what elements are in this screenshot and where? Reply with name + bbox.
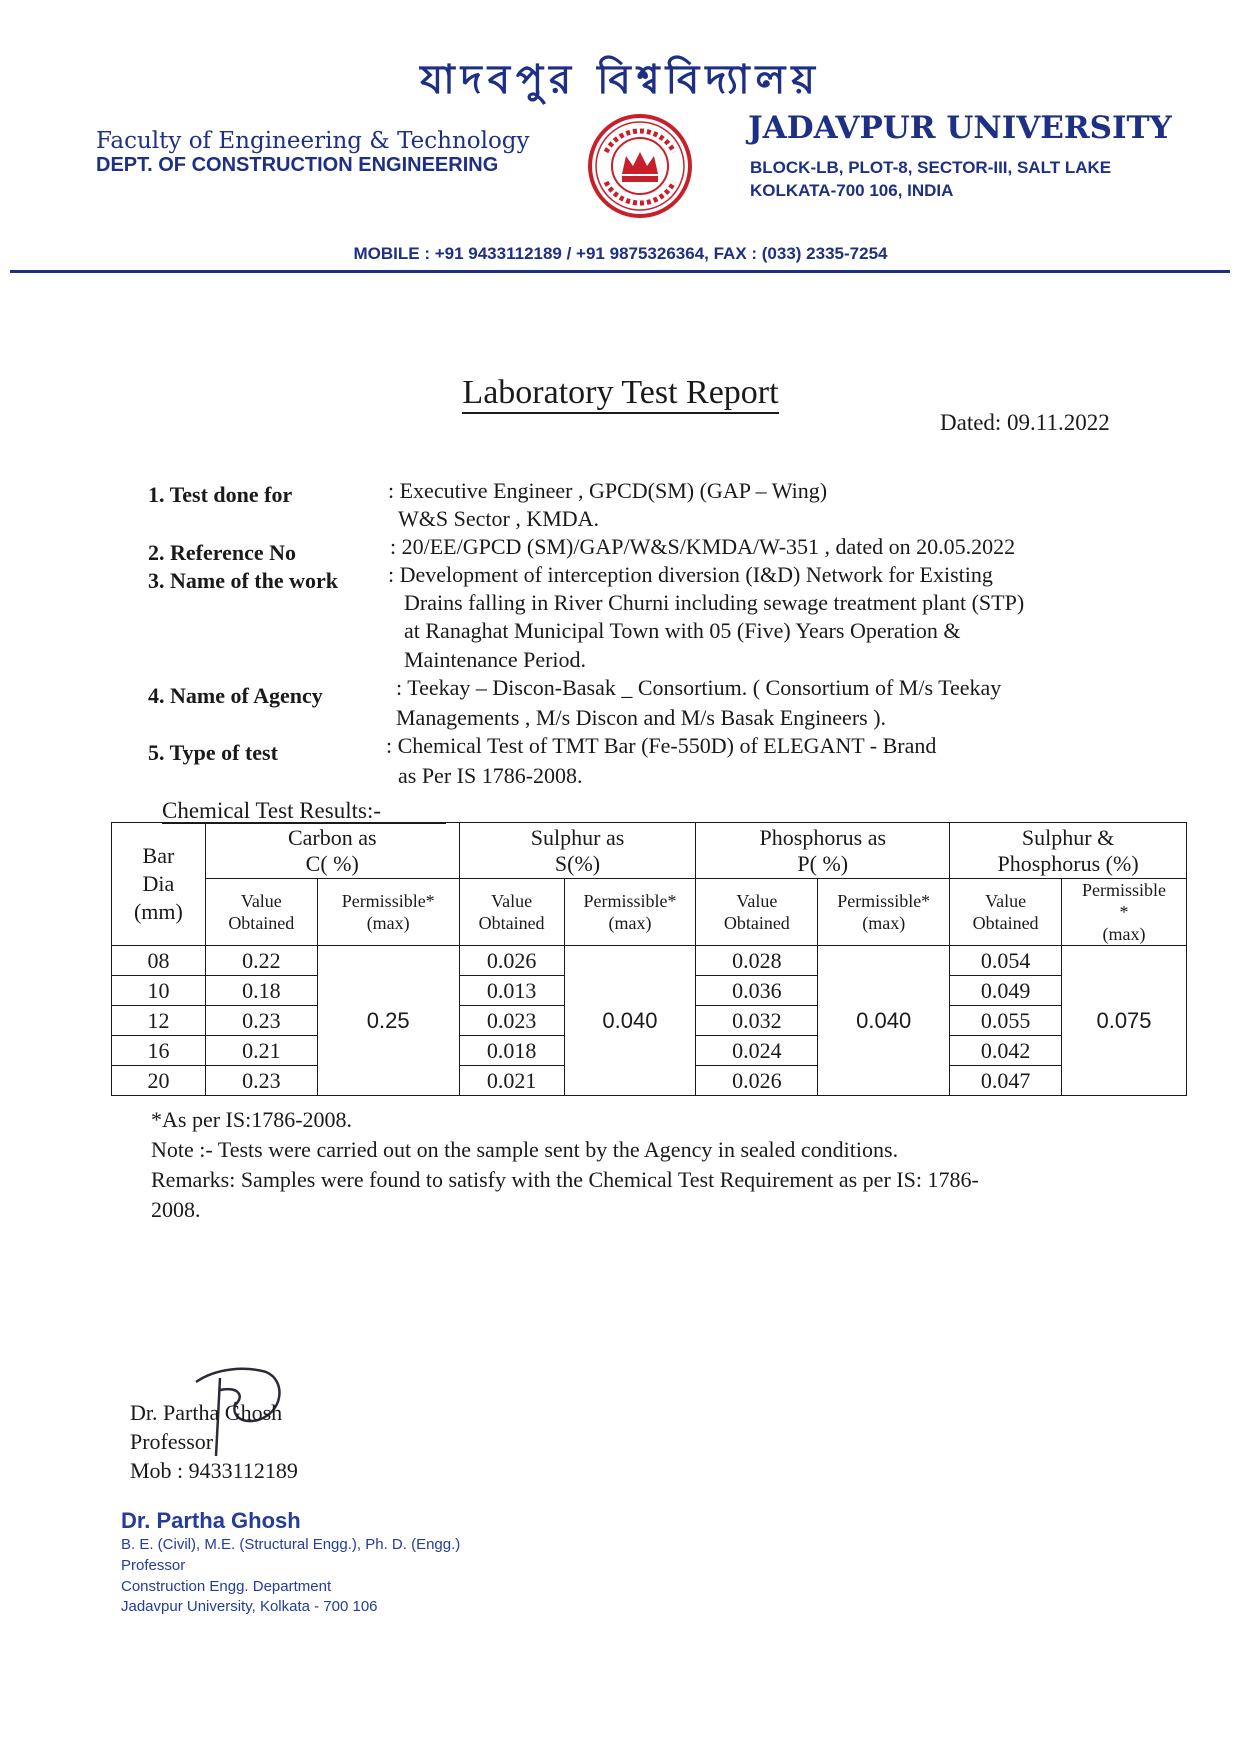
detail-value: : Chemical Test of TMT Bar (Fe-550D) of ELEGANT - Brand [386, 733, 937, 758]
letterhead-rule [10, 270, 1230, 273]
stamp-institution: Jadavpur University, Kolkata - 700 106 [121, 1598, 378, 1615]
sulphur-phosphorus-permissible-cell: 0.075 [1062, 946, 1187, 1096]
results-title: Chemical Test Results:- [162, 798, 446, 824]
phosphorus-value-cell: 0.036 [696, 976, 818, 1006]
university-name: JADAVPUR UNIVERSITY [748, 110, 1172, 146]
university-name-bengali: যাদবপুর বিশ্ববিদ্যালয় [420, 57, 821, 103]
detail-value: as Per IS 1786-2008. [398, 763, 583, 788]
remarks-text-continued: 2008. [151, 1197, 201, 1222]
phosphorus-value-cell: 0.024 [696, 1036, 818, 1066]
sulphur-permissible-cell: 0.040 [564, 946, 696, 1096]
sulphur-value-cell: 0.023 [459, 1006, 564, 1036]
detail-value: at Ranaghat Municipal Town with 05 (Five) Years Operation & [404, 618, 961, 643]
permissible-header: Permissible * (max) [1062, 879, 1187, 946]
carbon-value-cell: 0.18 [205, 976, 317, 1006]
signatory-name: Dr. Partha Ghosh [130, 1400, 283, 1425]
detail-label-type-of-test: 5. Type of test [148, 740, 278, 765]
permissible-header: Permissible* (max) [317, 879, 459, 946]
university-seal-icon [586, 112, 694, 220]
carbon-permissible-cell: 0.25 [317, 946, 459, 1096]
table-row [112, 946, 1187, 976]
sulphur-phosphorus-group-header: Sulphur & Phosphorus (%) [950, 823, 1187, 879]
sulphur-value-cell: 0.026 [459, 946, 564, 976]
detail-value: W&S Sector , KMDA. [398, 506, 600, 531]
sulphur-phosphorus-value-cell: 0.042 [950, 1036, 1062, 1066]
value-obtained-header: Value Obtained [205, 879, 317, 946]
stamp-name: Dr. Partha Ghosh [121, 1508, 301, 1533]
value-obtained-header: Value Obtained [459, 879, 564, 946]
phosphorus-value-cell: 0.028 [696, 946, 818, 976]
department-name: DEPT. OF CONSTRUCTION ENGINEERING [96, 154, 499, 176]
bar-dia-cell: 12 [112, 1006, 206, 1036]
carbon-value-cell: 0.22 [205, 946, 317, 976]
detail-label-agency: 4. Name of Agency [148, 683, 323, 708]
detail-value: Drains falling in River Churni including sewage treatment plant (STP) [404, 590, 1025, 615]
detail-label-name-of-work: 3. Name of the work [148, 568, 339, 593]
sulphur-phosphorus-value-cell: 0.055 [950, 1006, 1062, 1036]
value-obtained-header: Value Obtained [950, 879, 1062, 946]
detail-value: Maintenance Period. [404, 647, 587, 672]
carbon-value-cell: 0.23 [205, 1066, 317, 1096]
sulphur-phosphorus-value-cell: 0.047 [950, 1066, 1062, 1096]
detail-value: : Teekay – Discon-Basak _ Consortium. ( Consortium of M/s Teekay [396, 675, 1002, 700]
sulphur-value-cell: 0.018 [459, 1036, 564, 1066]
sulphur-phosphorus-value-cell: 0.049 [950, 976, 1062, 1006]
stamp-designation: Professor [121, 1557, 186, 1574]
bar-dia-cell: 20 [112, 1066, 206, 1096]
detail-label-reference-no: 2. Reference No [148, 540, 297, 565]
sulphur-group-header: Sulphur as S(%) [459, 823, 696, 879]
report-date: Dated: 09.11.2022 [940, 410, 1110, 435]
footnote: *As per IS:1786-2008. [151, 1107, 353, 1132]
address-line-2: KOLKATA-700 106, INDIA [750, 181, 954, 200]
permissible-header: Permissible* (max) [564, 879, 696, 946]
signatory-mobile: Mob : 9433112189 [130, 1458, 298, 1483]
sulphur-phosphorus-value-cell: 0.054 [950, 946, 1062, 976]
phosphorus-value-cell: 0.032 [696, 1006, 818, 1036]
detail-value: : 20/EE/GPCD (SM)/GAP/W&S/KMDA/W-351 , dated on 20.05.2022 [390, 534, 1016, 559]
bar-dia-cell: 10 [112, 976, 206, 1006]
detail-value: : Executive Engineer , GPCD(SM) (GAP – Wing) [388, 478, 828, 503]
value-obtained-header: Value Obtained [696, 879, 818, 946]
permissible-header: Permissible* (max) [818, 879, 950, 946]
address-line-1: BLOCK-LB, PLOT-8, SECTOR-III, SALT LAKE [750, 158, 1112, 177]
bar-dia-header: Bar Dia (mm) [112, 823, 206, 946]
carbon-value-cell: 0.23 [205, 1006, 317, 1036]
stamp-department: Construction Engg. Department [121, 1578, 332, 1595]
phosphorus-permissible-cell: 0.040 [818, 946, 950, 1096]
detail-value: Managements , M/s Discon and M/s Basak Engineers ). [396, 705, 887, 730]
note-text: Note :- Tests were carried out on the sample sent by the Agency in sealed conditions. [151, 1137, 899, 1162]
detail-value: : Development of interception diversion (I&D) Network for Existing [388, 562, 993, 587]
phosphorus-group-header: Phosphorus as P( %) [696, 823, 950, 879]
sulphur-value-cell: 0.013 [459, 976, 564, 1006]
detail-label-test-done-for: 1. Test done for [148, 482, 293, 507]
chemical-results-table [111, 822, 1187, 1096]
bar-dia-cell: 16 [112, 1036, 206, 1066]
carbon-value-cell: 0.21 [205, 1036, 317, 1066]
stamp-qualifications: B. E. (Civil), M.E. (Structural Engg.), Ph. D. (Engg.) [121, 1536, 461, 1553]
sulphur-value-cell: 0.021 [459, 1066, 564, 1096]
phosphorus-value-cell: 0.026 [696, 1066, 818, 1096]
signatory-designation: Professor [130, 1429, 214, 1454]
report-title: Laboratory Test Report [0, 374, 1241, 412]
faculty-name: Faculty of Engineering & Technology [96, 128, 530, 154]
contact-line: MOBILE : +91 9433112189 / +91 9875326364, FAX : (033) 2335-7254 [353, 244, 888, 263]
remarks-text: Remarks: Samples were found to satisfy with the Chemical Test Requirement as per IS: 1786- [151, 1167, 979, 1192]
bar-dia-cell: 08 [112, 946, 206, 976]
carbon-group-header: Carbon as C( %) [205, 823, 459, 879]
